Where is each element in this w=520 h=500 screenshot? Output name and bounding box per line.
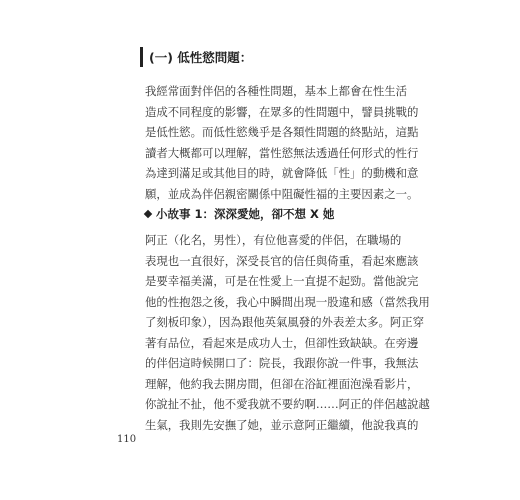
section-heading: [140, 47, 252, 67]
story-paragraph: [145, 230, 430, 435]
intro-line: 讀者大概都可以理解，當性慾無法透過任何形式的性行: [145, 145, 419, 160]
story-line: 了刻板印象），因為跟他英氣風發的外表差太多。阿正穿: [145, 315, 425, 329]
intro-line: 造成不同程度的影響，在眾多的性問題中，譬員挑戰的: [145, 104, 419, 119]
story-line: 是要幸福美滿，可是在性愛上一直提不起勁。當他說完: [145, 274, 419, 288]
story-line: 表現也一直很好，深受長官的信任與倚重，看起來應該: [145, 253, 419, 268]
story-line: 理解，他約我去開房間，但卻在浴缸裡面泡澡看影片，: [145, 376, 419, 391]
intro-line: 為達到滿足或其他目的時，就會降低「性」的動機和意: [145, 166, 419, 180]
story-line: 生氣，我則先安撫了她，並示意阿正繼續，他說我真的: [145, 417, 419, 432]
page-number: 110: [117, 434, 137, 445]
diamond-bullet-icon: [144, 210, 152, 218]
story-line: 你說扯不扯，他不愛我就不要約啊……阿正的伴侶越說越: [145, 397, 430, 411]
heading-text: (一) 低性慾問題：: [149, 50, 253, 65]
intro-line: 願，並成為伴侶親密關係中阻礙性福的主要因素之一。: [145, 186, 419, 201]
story-line: 他的性抱怨之後，我心中瞬間出現一股違和感（當然我用: [145, 294, 430, 309]
story-line: 著有品位，看起來是成功人士，但卻性致缺缺。在旁邊: [145, 335, 419, 350]
intro-paragraph: [145, 81, 419, 204]
story-line: 阿正（化名，男性），有位他喜愛的伴侶，在職場的: [145, 233, 402, 247]
intro-line: 是低性慾。而低性慾幾乎是各類性問題的終點站，這點: [145, 125, 419, 139]
heading-marker-bar: [140, 47, 143, 67]
story-title-text: 小故事 1：深深愛她，卻不想 X 她: [156, 207, 335, 221]
intro-line: 我經常面對伴侶的各種性問題，基本上都會在性生活: [145, 84, 407, 98]
story-title: [145, 206, 334, 222]
story-line: 的伴侶這時候開口了：院長，我跟你說一件事，我無法: [145, 356, 419, 370]
